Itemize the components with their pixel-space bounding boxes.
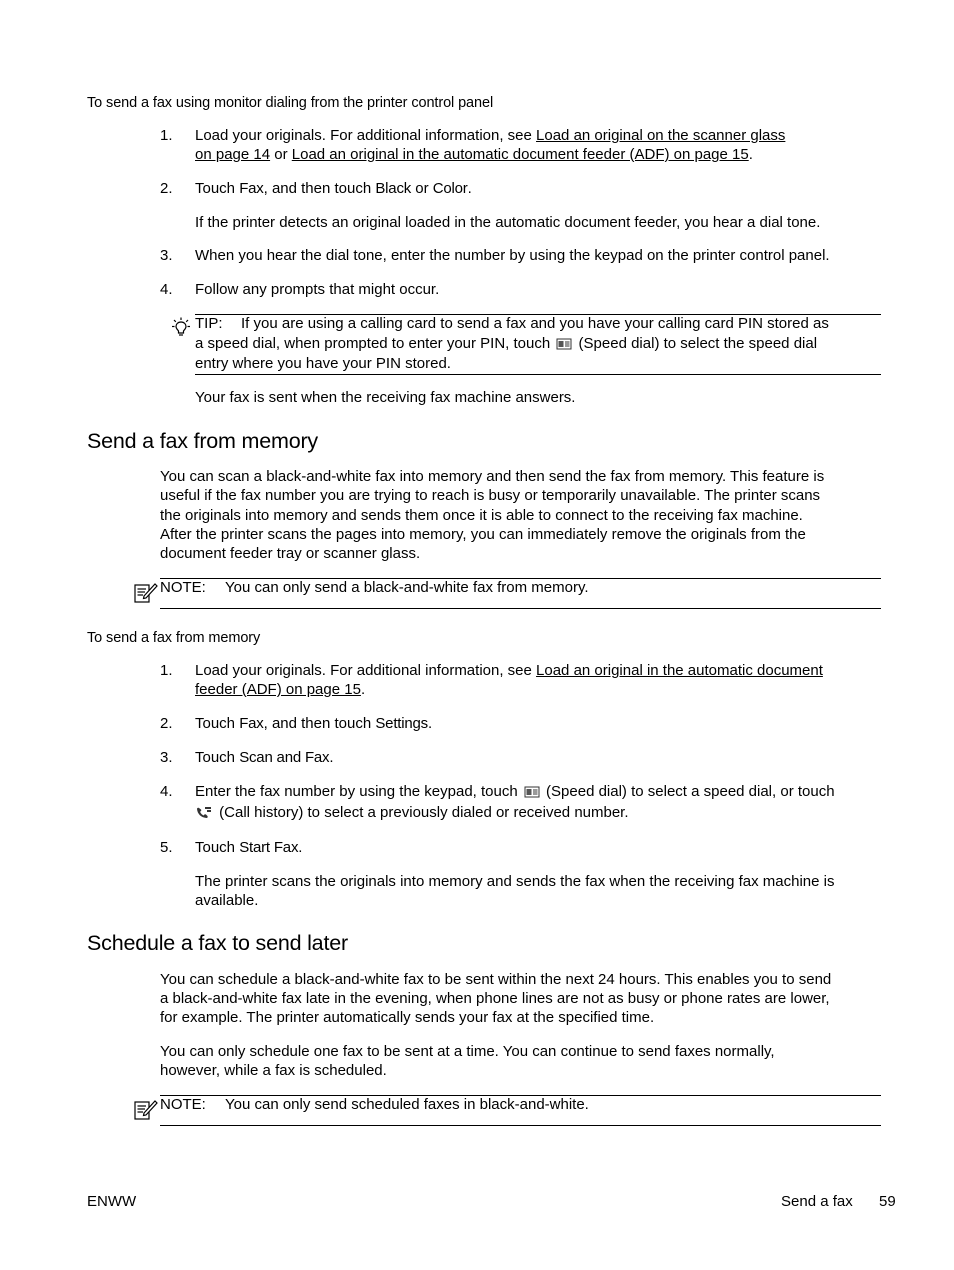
step-number: 4. xyxy=(160,281,173,298)
step-number: 3. xyxy=(160,749,173,766)
link-scanner-glass-page[interactable]: on page 14 xyxy=(195,146,271,163)
step-text: Touch Fax, and then touch Black or Color. xyxy=(195,180,472,197)
step-text: on page 14 or Load an original in the automatic document feeder (ADF) on page 15. xyxy=(195,146,753,163)
procedure-title: To send a fax using monitor dialing from the printer control panel xyxy=(87,95,494,111)
note-bottom-rule xyxy=(160,608,881,609)
result-text: Your fax is sent when the receiving fax machine answers. xyxy=(195,389,576,406)
step-text: Touch Start Fax. xyxy=(195,839,303,856)
note-pencil-icon xyxy=(133,580,159,604)
paragraph-line: useful if the fax number you are trying to reach is busy or temporarily unavailable. The printer scans xyxy=(160,487,821,504)
step-text: Follow any prompts that might occur. xyxy=(195,281,440,298)
paragraph-line: the originals into memory and sends them once it is able to connect to the receiving fax machine. xyxy=(160,507,803,524)
speed-dial-icon xyxy=(556,338,572,350)
speed-dial-icon xyxy=(524,786,540,798)
tip-label: TIP: xyxy=(195,315,223,332)
paragraph-line: document feeder tray or scanner glass. xyxy=(160,545,421,562)
link-adf[interactable]: Load an original in the automatic document feeder (ADF) on page 15 xyxy=(291,146,749,163)
step-text: Touch Fax, and then touch Settings. xyxy=(195,715,433,732)
footer-left: ENWW xyxy=(87,1193,137,1210)
tip-text: entry where you have your PIN stored. xyxy=(195,355,451,372)
step-number: 5. xyxy=(160,839,173,856)
note-label: NOTE: xyxy=(160,579,206,596)
section-heading: Send a fax from memory xyxy=(87,429,318,453)
step-number: 1. xyxy=(160,127,173,144)
step-text: feeder (ADF) on page 15. xyxy=(195,681,366,698)
step-number: 4. xyxy=(160,783,173,800)
paragraph-line: After the printer scans the pages into memory, you can immediately remove the originals from the xyxy=(160,526,806,543)
note-text: You can only send scheduled faxes in black-and-white. xyxy=(225,1096,589,1113)
step-detail: If the printer detects an original loaded in the automatic document feeder, you hear a dial tone. xyxy=(195,214,821,231)
paragraph-line: a black-and-white fax late in the evening, when phone lines are not as busy or phone rates are lower, xyxy=(160,990,830,1007)
step-detail: available. xyxy=(195,892,259,909)
step-text: (Call history) to select a previously dialed or received number. xyxy=(195,803,629,822)
call-history-icon xyxy=(195,806,213,819)
tip-text: If you are using a calling card to send a fax and you have your calling card PIN stored as xyxy=(241,315,829,332)
step-number: 3. xyxy=(160,247,173,264)
lightbulb-icon xyxy=(169,316,193,340)
tip-bottom-rule xyxy=(195,374,881,375)
section-heading: Schedule a fax to send later xyxy=(87,931,348,955)
paragraph-line: You can scan a black-and-white fax into memory and then send the fax from memory. This feature is xyxy=(160,468,825,485)
link-adf[interactable]: Load an original in the automatic document xyxy=(536,662,823,679)
footer-section: Send a fax xyxy=(781,1193,853,1210)
link-adf-page[interactable]: feeder (ADF) on page 15 xyxy=(195,681,361,698)
paragraph-line: however, while a fax is scheduled. xyxy=(160,1062,387,1079)
step-text: Load your originals. For additional information, see Load an original on the scanner glass xyxy=(195,127,786,144)
step-number: 1. xyxy=(160,662,173,679)
step-text: Load your originals. For additional information, see Load an original in the automatic document xyxy=(195,662,823,679)
step-text: Touch Scan and Fax. xyxy=(195,749,334,766)
procedure-title: To send a fax from memory xyxy=(87,630,261,646)
note-label: NOTE: xyxy=(160,1096,206,1113)
note-text: You can only send a black-and-white fax from memory. xyxy=(225,579,589,596)
step-detail: The printer scans the originals into memory and sends the fax when the receiving fax machine is xyxy=(195,873,835,890)
link-scanner-glass[interactable]: Load an original on the scanner glass xyxy=(536,127,786,144)
step-number: 2. xyxy=(160,715,173,732)
step-number: 2. xyxy=(160,180,173,197)
note-pencil-icon xyxy=(133,1097,159,1121)
tip-text: a speed dial, when prompted to enter your PIN, touch (Speed dial) to select the speed dial xyxy=(195,335,818,352)
paragraph-line: for example. The printer automatically sends your fax at the specified time. xyxy=(160,1009,655,1026)
page-number: 59 xyxy=(879,1193,896,1210)
step-text: Enter the fax number by using the keypad, touch (Speed dial) to select a speed dial, or touch xyxy=(195,783,835,800)
paragraph-line: You can schedule a black-and-white fax to be sent within the next 24 hours. This enables you to send xyxy=(160,971,832,988)
note-bottom-rule xyxy=(160,1125,881,1126)
paragraph-line: You can only schedule one fax to be sent at a time. You can continue to send faxes normally, xyxy=(160,1043,775,1060)
step-text: When you hear the dial tone, enter the number by using the keypad on the printer control panel. xyxy=(195,247,830,264)
